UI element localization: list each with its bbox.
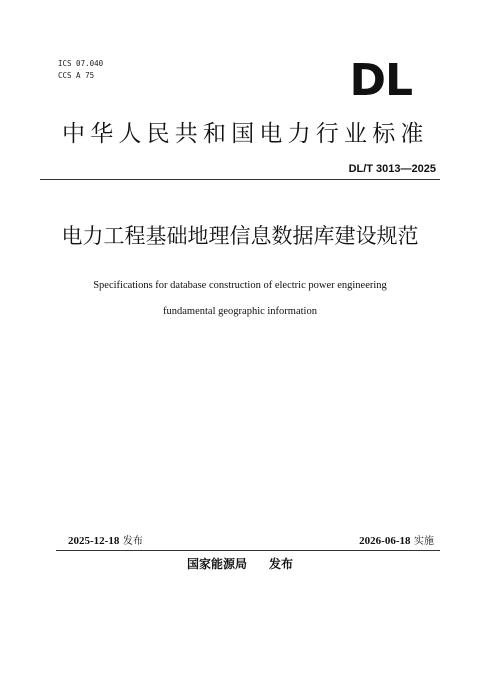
- publisher-label: 发布: [269, 557, 294, 571]
- publisher-name: 国家能源局: [186, 557, 247, 571]
- issue-date-block: [68, 534, 143, 549]
- implementation-label: 实施: [414, 536, 434, 547]
- header-divider: [40, 179, 440, 180]
- issue-label: 发布: [122, 536, 143, 547]
- standard-number: DL/T 3013—2025: [348, 163, 436, 175]
- dl-logo: DL: [349, 55, 412, 106]
- implementation-date-block: [359, 534, 434, 549]
- document-title-cn: 电力工程基础地理信息数据库建设规范: [61, 224, 419, 248]
- ccs-code: CCS A 75: [58, 71, 95, 80]
- document-title-en-line2: fundamental geographic information: [163, 306, 317, 317]
- issue-date: 2025-12-18: [68, 535, 120, 547]
- publisher-block: [0, 556, 480, 572]
- standard-category-title: 中华人民共和国电力行业标准: [62, 121, 429, 147]
- implementation-date: 2026-06-18: [359, 535, 411, 547]
- document-title-en-line1: Specifications for database construction of electric power engineering: [93, 280, 387, 291]
- footer-divider: [56, 550, 440, 551]
- ics-code: ICS 07.040: [58, 59, 104, 68]
- classification-codes: [58, 58, 103, 82]
